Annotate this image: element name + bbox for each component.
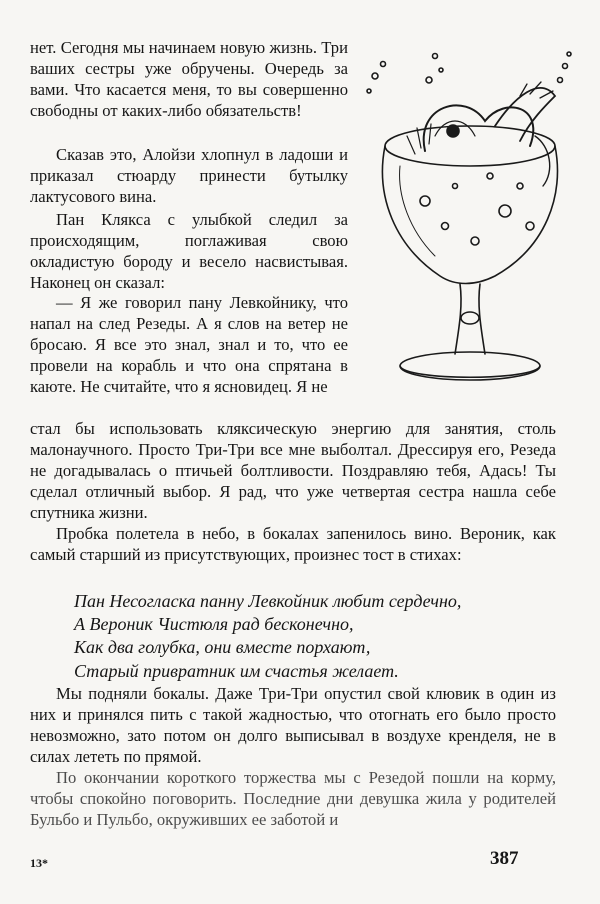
paragraph-7: Мы подняли бокалы. Даже Три-Три опустил свой клювик в один из них и принялся пить с такой жадностью, что отогнать его было просто невозможно, зато потом он долго выписывал в воздухе кренделя, не в силах лететь по прямой. — [30, 684, 556, 766]
goblet-illustration — [355, 36, 585, 406]
paragraph-6: Пробка полетела в небо, в бокалах запенилось вино. Вероник, как самый старший из присутствующих, произнес тост в стихах: — [30, 524, 556, 564]
printer-signature: 13* — [30, 856, 48, 870]
paragraph-8: По окончании короткого торжества мы с Резедой пошли на корму, чтобы спокойно поговорить. Последние дни девушка жила у родителей Бульбо и Пульбо, окруживших ее заботой и — [30, 768, 556, 829]
paragraph-3: Пан Клякса с улыбкой следил за происходящим, поглаживая свою окладистую бороду и весело насвистывая. Наконец он сказал: — [30, 210, 348, 292]
paragraph-5: стал бы использовать кляксическую энергию для занятия, столь малонаучного. Просто Три-Три все мне выболтал. Дрессируя его, Резеда не догадывалась о птичьей болтливости. Поздравляю тебя, Адась! Ты сделал отличный выбор. Я рад, что уже четвертая сестра нашла себе спутника жизни. — [30, 419, 556, 522]
verse-line: А Вероник Чистюля рад бесконечно, — [74, 614, 354, 635]
verse-toast — [74, 590, 574, 683]
paragraph-4: — Я же говорил пану Левкойнику, что напал на след Резеды. А я слов на ветер не бросаю. Я все это знал, знал и то, что ее провели на корабль и что она спрятана в каюте. Не считайте, что я ясновидец. Я не — [30, 293, 348, 396]
paragraph-1: нет. Сегодня мы начинаем новую жизнь. Три ваших сестры уже обручены. Очередь за вами. Что касается меня, то вы совершенно свободны от каких-либо обязательств! — [30, 38, 348, 120]
verse-line: Пан Несогласка панну Левкойник любит сердечно, — [74, 591, 462, 611]
verse-line: Старый привратник им счастья желает. — [74, 660, 399, 681]
page-number: 387 — [490, 848, 519, 869]
verse-line: Как два голубка, они вместе порхают, — [74, 637, 371, 658]
paragraph-2: Сказав это, Алойзи хлопнул в ладоши и приказал стюарду принести бутылку лактусового вина. — [30, 145, 348, 206]
